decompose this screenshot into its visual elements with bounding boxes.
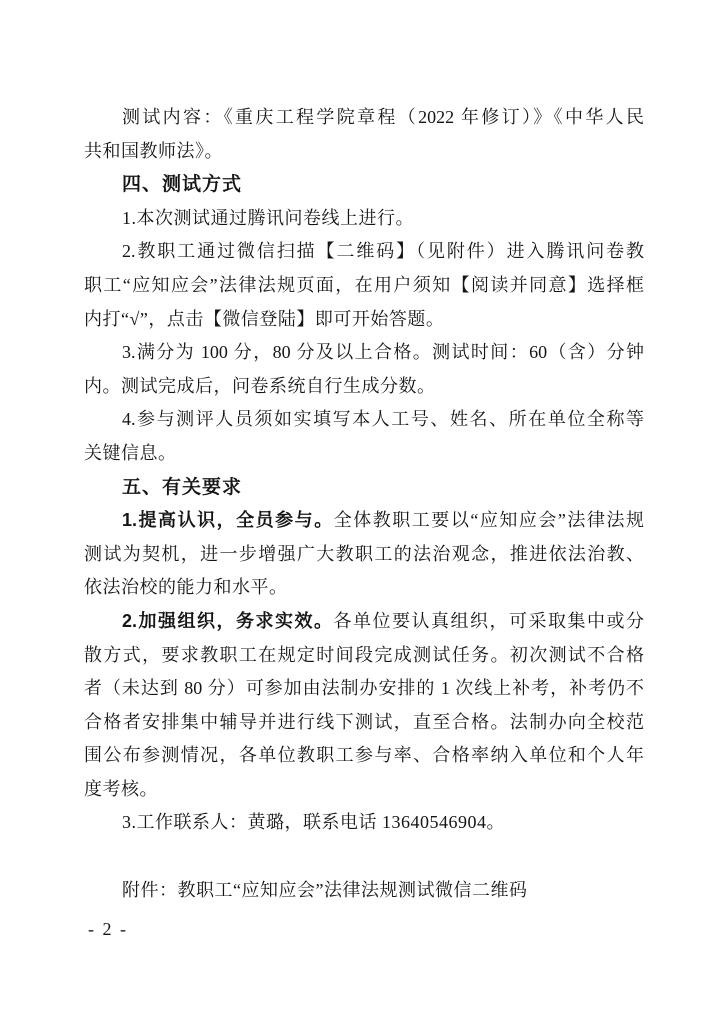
- item-5-2-line-5: 围公布参测情况，各单位教职工参与率、合格率纳入单位和个人年: [84, 745, 644, 766]
- item-4-1: 1.本次测试通过腾讯问卷线上进行。: [122, 207, 414, 228]
- item-5-2-rest: 各单位要认真组织，可采取集中或分: [333, 610, 645, 631]
- item-5-1-line-3: 依法治校的能力和水平。: [84, 577, 288, 598]
- item-5-1-line-1: [84, 504, 644, 538]
- item-5-2-line-4: 合格者安排集中辅导并进行线下测试，直至合格。法制办向全校范: [84, 711, 644, 732]
- item-4-4-line-1: 4.参与测评人员须如实填写本人工号、姓名、所在单位全称等: [122, 409, 644, 430]
- item-5-2-line-2: 散方式，要求教职工在规定时间段完成测试任务。初次测试不合格: [84, 644, 644, 665]
- section-heading-4: 四、测试方式: [122, 174, 243, 196]
- item-4-2-line-3: 内打“√”，点击【微信登陆】即可开始答题。: [84, 308, 445, 329]
- item-5-1-rest: 全体教职工要以“应知应会”法律法规: [333, 510, 644, 531]
- item-5-2-line-6: 度考核。: [84, 778, 158, 799]
- item-5-2-line-3: 者（未达到 80 分）可参加由法制办安排的 1 次线上补考，补考仍不: [84, 678, 644, 699]
- item-5-2-line-1: [84, 605, 644, 639]
- section-heading-5: 五、有关要求: [122, 476, 243, 498]
- item-4-4-line-2: 关键信息。: [84, 442, 177, 463]
- page-number: - 2 -: [88, 919, 128, 939]
- item-5-2-bold-lead: 2.加强组织，务求实效。: [122, 610, 334, 631]
- document-body: [84, 101, 644, 907]
- paragraph-test-content-line-2: 共和国教师法》。: [84, 140, 223, 161]
- item-4-3-line-2: 内。测试完成后，问卷系统自行生成分数。: [84, 375, 436, 396]
- item-5-1-bold-lead: 1.提高认识，全员参与。: [122, 510, 334, 531]
- paragraph-test-content-line-1: 测试内容：《重庆工程学院章程（2022 年修订）》《中华人民: [122, 107, 644, 127]
- item-4-2-line-2: 职工“应知应会”法律法规页面，在用户须知【阅读并同意】选择框: [84, 274, 644, 295]
- item-4-2-line-1: 2.教职工通过微信扫描【二维码】（见附件）进入腾讯问卷教: [122, 241, 644, 262]
- attachment-line: 附件：教职工“应知应会”法律法规测试微信二维码: [122, 879, 528, 900]
- item-5-1-line-2: 测试为契机，进一步增强广大教职工的法治观念，推进依法治教、: [84, 543, 644, 564]
- blank-line: [84, 840, 644, 874]
- item-5-3-contact: 3.工作联系人：黄璐，联系电话 13640546904。: [122, 812, 505, 833]
- item-4-3-line-1: 3.满分为 100 分，80 分及以上合格。测试时间：60（含）分钟: [122, 342, 644, 363]
